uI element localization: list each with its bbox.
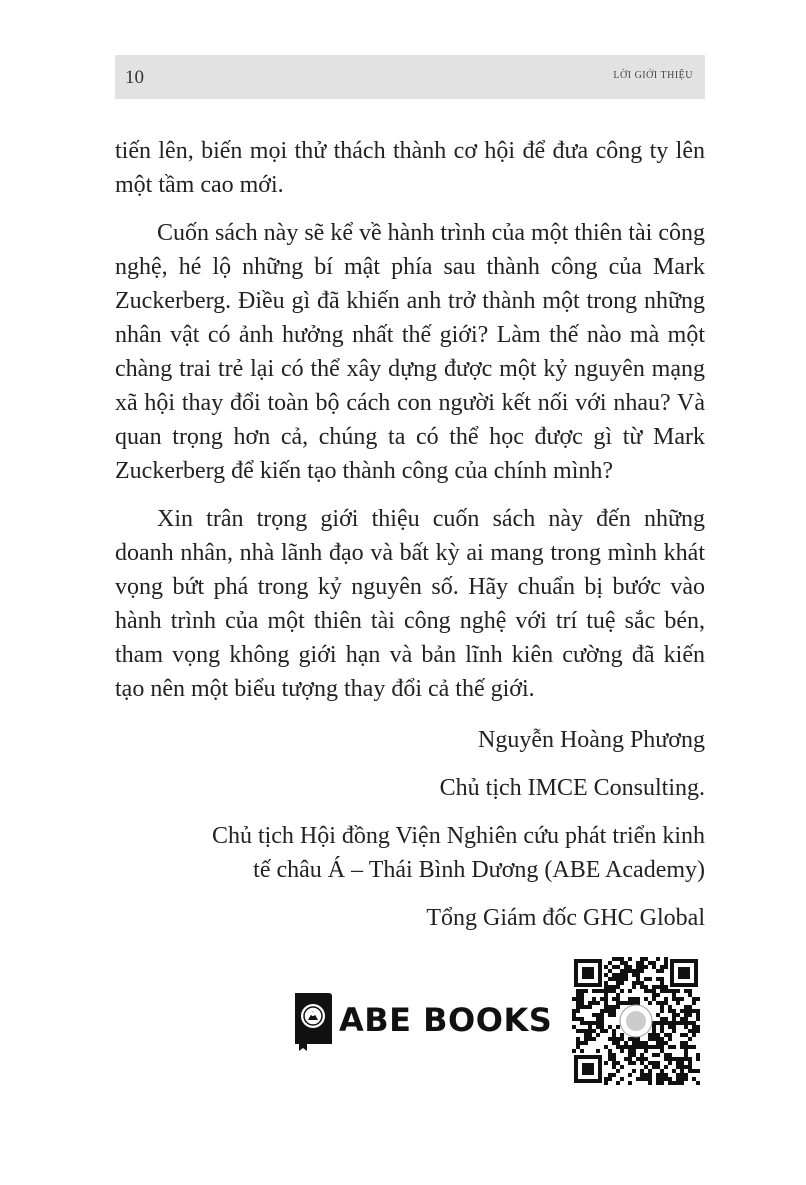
paragraph: Cuốn sách này sẽ kể về hành trình của một thiên tài công nghệ, hé lộ những bí mật phía sau thành công của Mark Zuckerberg. Điều gì đã khiến anh trở thành một trong những nhân vật có ảnh hưởng nhất thế giới? Làm thế nào mà một chàng trai trẻ lại có thể xây dựng được một kỷ nguyên mạng xã hội thay đổi toàn bộ cách con người kết nối với nhau? Và quan trọng hơn cả, chúng ta có thể học được gì từ Mark Zuckerberg để kiến tạo thành công của chính mình?: [115, 220, 705, 484]
running-header: [115, 55, 705, 99]
author-role: Chủ tịch IMCE Consulting.: [439, 775, 705, 801]
qr-code-icon: [572, 957, 700, 1085]
author-role: Tổng Giám đốc GHC Global: [426, 905, 705, 931]
page-number: 10: [125, 67, 144, 88]
author-role: [105, 819, 705, 887]
author-role-line: Chủ tịch Hội đồng Viện Nghiên cứu phát triển kinh: [211, 823, 705, 849]
body-text: [115, 134, 705, 720]
author-role-line: tế châu Á – Thái Bình Dương (ABE Academy): [253, 857, 705, 883]
paragraph-continuation: tiến lên, biến mọi thử thách thành cơ hội để đưa công ty lên một tầm cao mới.: [115, 138, 705, 198]
running-head-title: LỜI GIỚI THIỆU: [613, 70, 693, 81]
publisher-logo: [291, 988, 552, 1052]
book-emblem-icon: [291, 989, 335, 1051]
signature-block: [105, 723, 705, 949]
paragraph: Xin trân trọng giới thiệu cuốn sách này đến những doanh nhân, nhà lãnh đạo và bất kỳ ai mang trong mình khát vọng bứt phá trong kỷ nguyên số. Hãy chuẩn bị bước vào hành trình của một thiên tài công nghệ với trí tuệ sắc bén, tham vọng không giới hạn và bản lĩnh kiên cường đã kiến tạo nên một biểu tượng thay đổi cả thế giới.: [115, 506, 705, 702]
publisher-name: ABE BOOKS: [339, 1001, 553, 1039]
author-name: Nguyễn Hoàng Phương: [477, 727, 705, 753]
